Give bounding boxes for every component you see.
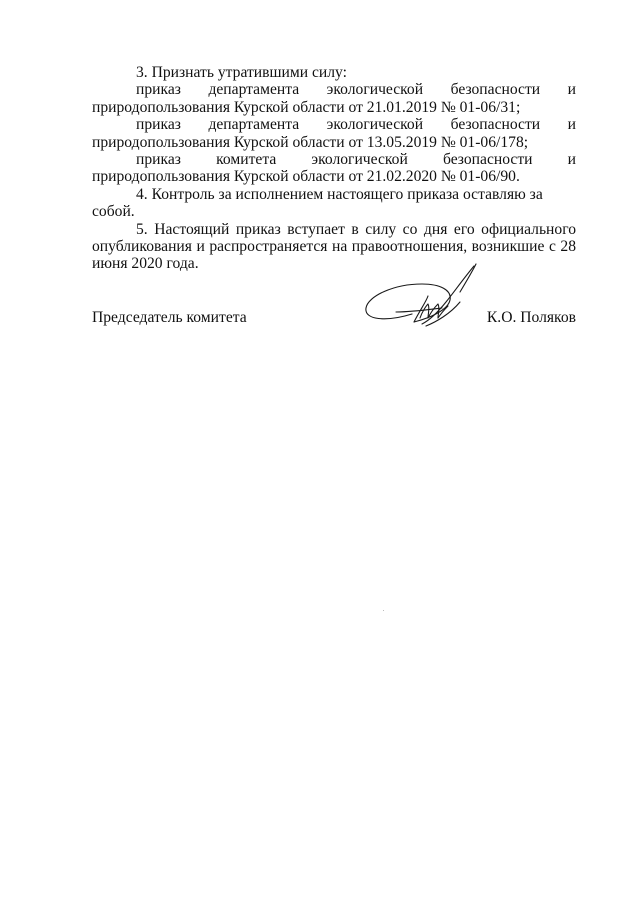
signature-block <box>92 308 576 328</box>
paragraph-item-3: 3. Признать утратившими силу: <box>136 64 347 81</box>
signatory-name: К.О. Поляков <box>486 309 576 326</box>
paragraph-item-5: 5. Настоящий приказ вступает в силу со дня его официального опубликования и распространяется на правоотношения, возникшие с 28 июня 2020 года. <box>92 220 576 273</box>
paragraph-revoked-order-1: приказ департамента экологической безопасности и природопользования Курской области от 21.01.2019 № 01-06/31; <box>92 81 576 116</box>
paragraph-revoked-order-3: приказ комитета экологической безопасности и природопользования Курской области от 21.02.2020 № 01-06/90. <box>92 151 576 186</box>
scan-speck <box>383 610 384 611</box>
document-body <box>92 64 576 273</box>
paragraph-item-4: 4. Контроль за исполнением настоящего приказа оставляю за собой. <box>92 185 543 221</box>
paragraph-revoked-order-2: приказ департамента экологической безопасности и природопользования Курской области от 13.05.2019 № 01-06/178; <box>92 116 576 151</box>
handwritten-signature-icon <box>356 262 484 338</box>
signatory-title: Председатель комитета <box>92 309 247 326</box>
